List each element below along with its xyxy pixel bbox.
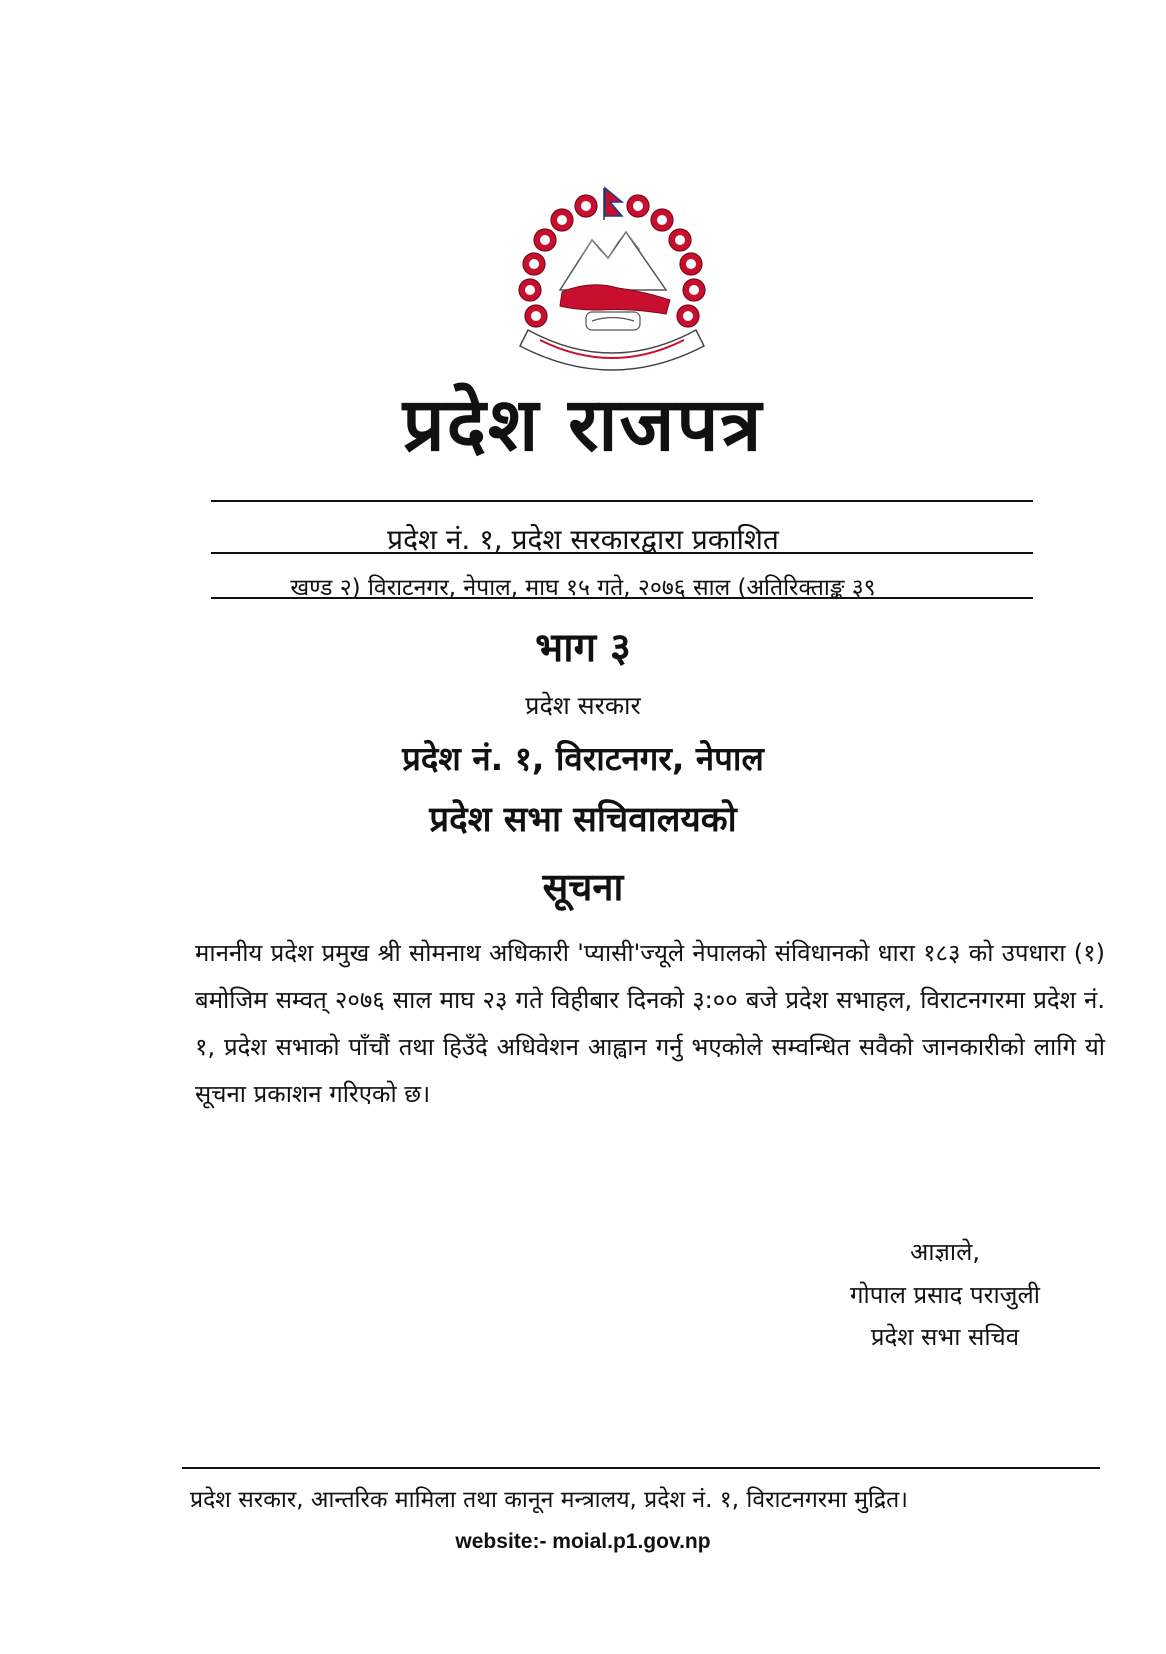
divider-middle	[211, 552, 1033, 554]
province-heading: प्रदेश नं. १, विराटनगर, नेपाल	[402, 739, 764, 778]
signature-by-order: आज्ञाले,	[909, 1238, 981, 1266]
notice-title: सूचना	[542, 865, 624, 909]
publisher-line: प्रदेश नं. १, प्रदेश सरकारद्वारा प्रकाशित	[387, 523, 779, 556]
motto-ribbon	[520, 330, 704, 370]
government-label: प्रदेश सरकार	[525, 691, 641, 720]
divider-bottom	[211, 597, 1033, 599]
footer-website: website:- moial.p1.gov.np	[455, 1530, 711, 1553]
office-heading: प्रदेश सभा सचिवालयको	[429, 800, 737, 840]
nepal-emblem-icon	[500, 180, 724, 390]
volume-line: खण्ड २) विराटनगर, नेपाल, माघ १५ गते, २०७६ साल (अतिरिक्ताङ्क ३९	[290, 575, 876, 601]
gazette-title: प्रदेश राजपत्र	[402, 382, 764, 468]
notice-body: माननीय प्रदेश प्रमुख श्री सोमनाथ अधिकारी 'प्यासी'ज्यूले नेपालको संविधानको धारा १८३ को उपधारा (१) बमोजिम सम्वत् २०७६ साल माघ २३ गते विहीबार दिनको ३:०० बजे प्रदेश सभाहल, विराटनगरमा प्रदेश नं. १, प्रदेश सभाको पाँचौं तथा हिउँदे अधिवेशन आह्वान गर्नु भएकोले सम्वन्धित सवैको जानकारीको लागि यो सूचना प्रकाशन गरिएको छ।	[195, 939, 1105, 1108]
divider-top	[211, 500, 1033, 502]
nepal-flag-icon	[604, 188, 622, 220]
footer-printed-line: प्रदेश सरकार, आन्तरिक मामिला तथा कानून मन्त्रालय, प्रदेश नं. १, विराटनगरमा मुद्रित।	[190, 1487, 908, 1513]
part-heading: भाग ३	[535, 625, 631, 671]
signatory-title: प्रदेश सभा सचिव	[870, 1323, 1020, 1351]
mountain-icon	[560, 232, 666, 290]
signatory-name: गोपाल प्रसाद पराजुली	[850, 1281, 1040, 1309]
footer-divider	[182, 1467, 1100, 1469]
